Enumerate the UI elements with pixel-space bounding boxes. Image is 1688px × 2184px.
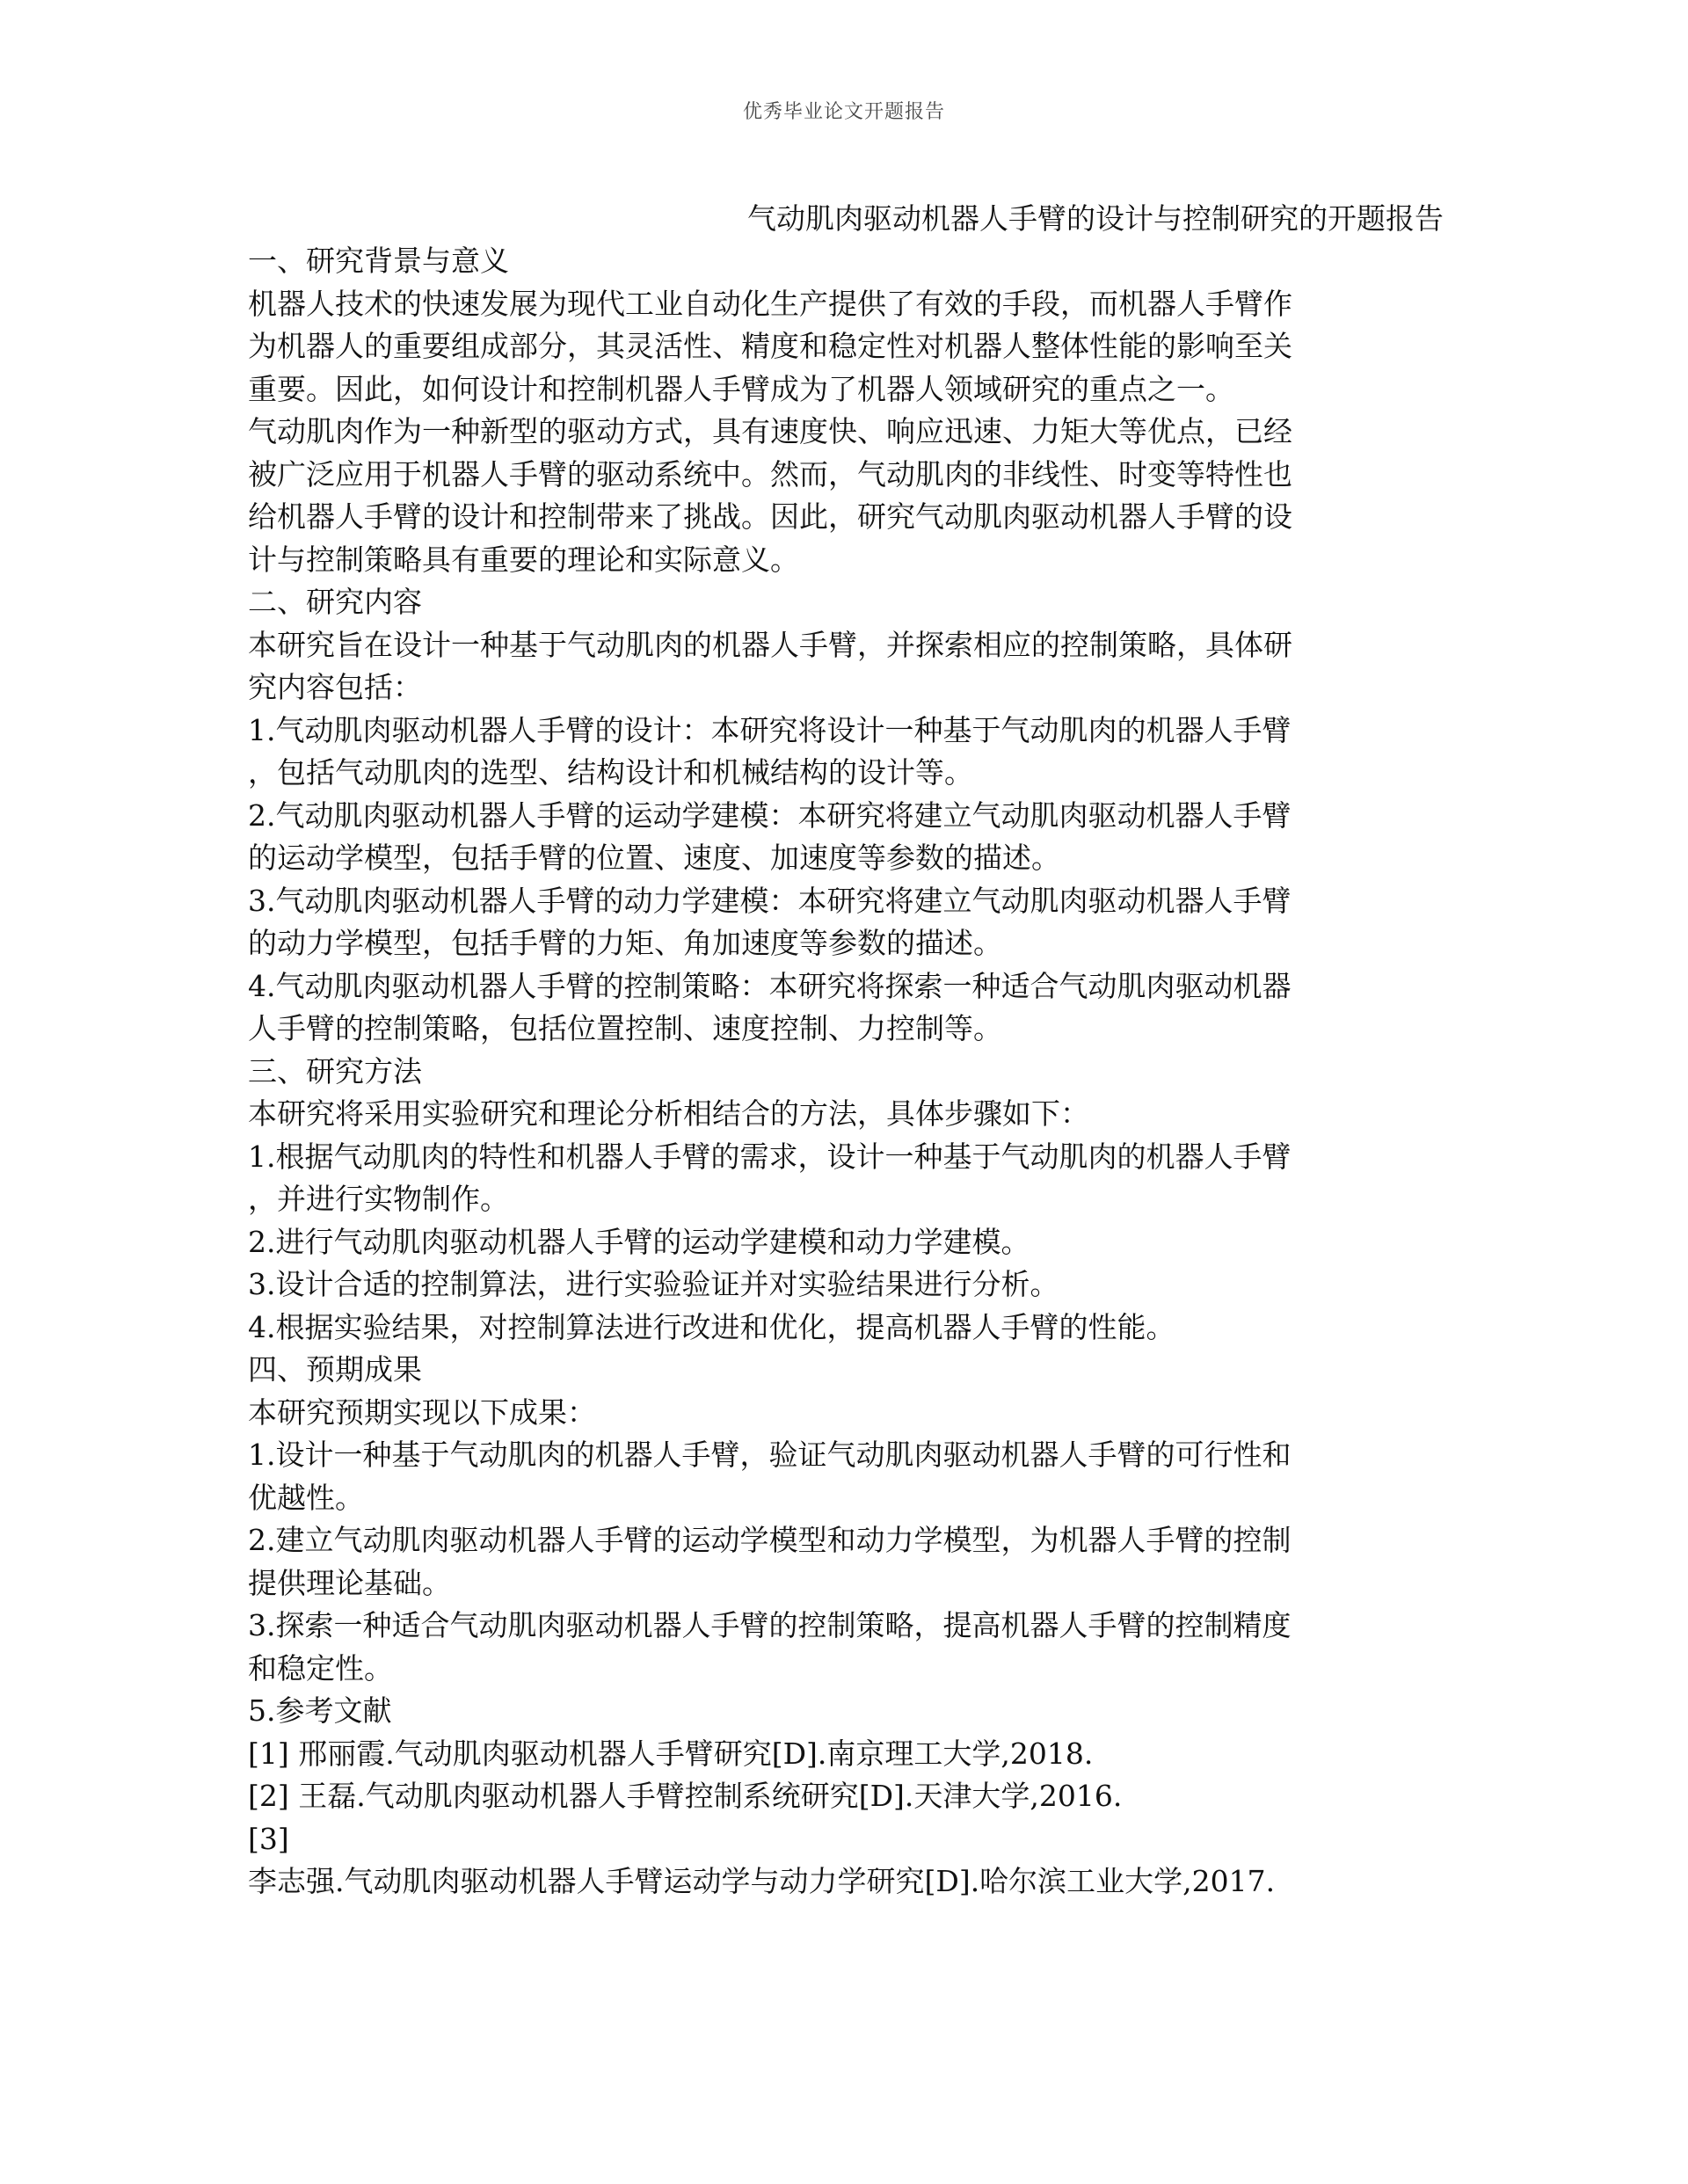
text-line: 4.根据实验结果，对控制算法进行改进和优化，提高机器人手臂的性能。 (248, 1309, 1175, 1344)
text-line: 2.气动肌肉驱动机器人手臂的运动学建模：本研究将建立气动肌肉驱动机器人手臂 (248, 797, 1291, 833)
text-line: 2.建立气动肌肉驱动机器人手臂的运动学模型和动力学模型，为机器人手臂的控制 (248, 1523, 1291, 1557)
text-line: 1.设计一种基于气动肌肉的机器人手臂，验证气动肌肉驱动机器人手臂的可行性和 (248, 1438, 1291, 1472)
text-line: 2.进行气动肌肉驱动机器人手臂的运动学建模和动力学建模。 (248, 1224, 1030, 1259)
text-line: 四、预期成果 (248, 1352, 422, 1387)
text-line: ，包括气动肌肉的选型、结构设计和机械结构的设计等。 (248, 755, 973, 790)
text-line: 1.根据气动肌肉的特性和机器人手臂的需求，设计一种基于气动肌肉的机器人手臂 (248, 1139, 1291, 1174)
text-line: 机器人技术的快速发展为现代工业自动化生产提供了有效的手段，而机器人手臂作 (248, 286, 1292, 321)
text-line: 计与控制策略具有重要的理论和实际意义。 (248, 542, 799, 577)
text-line: 人手臂的控制策略，包括位置控制、速度控制、力控制等。 (248, 1011, 1002, 1045)
text-line: 的运动学模型，包括手臂的位置、速度、加速度等参数的描述。 (248, 841, 1060, 875)
document-title: 气动肌肉驱动机器人手臂的设计与控制研究的开题报告 (747, 201, 1444, 236)
text-line: 被广泛应用于机器人手臂的驱动系统中。然而，气动肌肉的非线性、时变等特性也 (248, 456, 1292, 491)
text-line: 三、研究方法 (248, 1053, 422, 1088)
text-line: 5.参考文献 (248, 1693, 392, 1728)
text-line: [2] 王磊.气动肌肉驱动机器人手臂控制系统研究[D].天津大学,2016. (248, 1779, 1123, 1813)
text-line: 和稳定性。 (248, 1650, 393, 1685)
text-line: [3] (248, 1821, 289, 1856)
text-line: 给机器人手臂的设计和控制带来了挑战。因此，研究气动肌肉驱动机器人手臂的设 (248, 499, 1292, 534)
text-line: 本研究预期实现以下成果： (248, 1394, 596, 1430)
text-line: 重要。因此，如何设计和控制机器人手臂成为了机器人领域研究的重点之一。 (248, 371, 1234, 406)
text-line: 为机器人的重要组成部分，其灵活性、精度和稳定性对机器人整体性能的影响至关 (248, 329, 1292, 363)
text-line: 气动肌肉作为一种新型的驱动方式，具有速度快、响应迅速、力矩大等优点，已经 (248, 414, 1292, 448)
document-lines (248, 240, 1444, 1904)
text-line: 李志强.气动肌肉驱动机器人手臂运动学与动力学研究[D].哈尔滨工业大学,2017. (248, 1864, 1276, 1898)
text-line: 4.气动肌肉驱动机器人手臂的控制策略：本研究将探索一种适合气动肌肉驱动机器 (248, 968, 1291, 1003)
text-line: 本研究将采用实验研究和理论分析相结合的方法，具体步骤如下： (248, 1096, 1089, 1131)
running-header: 优秀毕业论文开题报告 (742, 101, 945, 123)
document-body (248, 198, 1444, 1904)
text-line: 3.气动肌肉驱动机器人手臂的动力学建模：本研究将建立气动肌肉驱动机器人手臂 (248, 883, 1291, 918)
text-line: 一、研究背景与意义 (248, 244, 509, 278)
text-line: 3.设计合适的控制算法，进行实验验证并对实验结果进行分析。 (248, 1267, 1059, 1301)
text-line: 3.探索一种适合气动肌肉驱动机器人手臂的控制策略，提高机器人手臂的控制精度 (248, 1608, 1291, 1642)
text-line: 1.气动肌肉驱动机器人手臂的设计：本研究将设计一种基于气动肌肉的机器人手臂 (248, 712, 1291, 747)
text-line: 二、研究内容 (248, 585, 422, 619)
text-line: 究内容包括： (248, 670, 422, 704)
text-line: [1] 邢丽霞.气动肌肉驱动机器人手臂研究[D].南京理工大学,2018. (248, 1736, 1094, 1771)
text-line: 优越性。 (248, 1480, 364, 1515)
text-line: 本研究旨在设计一种基于气动肌肉的机器人手臂，并探索相应的控制策略，具体研 (248, 627, 1292, 662)
text-line: ，并进行实物制作。 (248, 1182, 509, 1216)
text-line: 的动力学模型，包括手臂的力矩、角加速度等参数的描述。 (248, 926, 1002, 960)
text-line: 提供理论基础。 (248, 1565, 451, 1600)
